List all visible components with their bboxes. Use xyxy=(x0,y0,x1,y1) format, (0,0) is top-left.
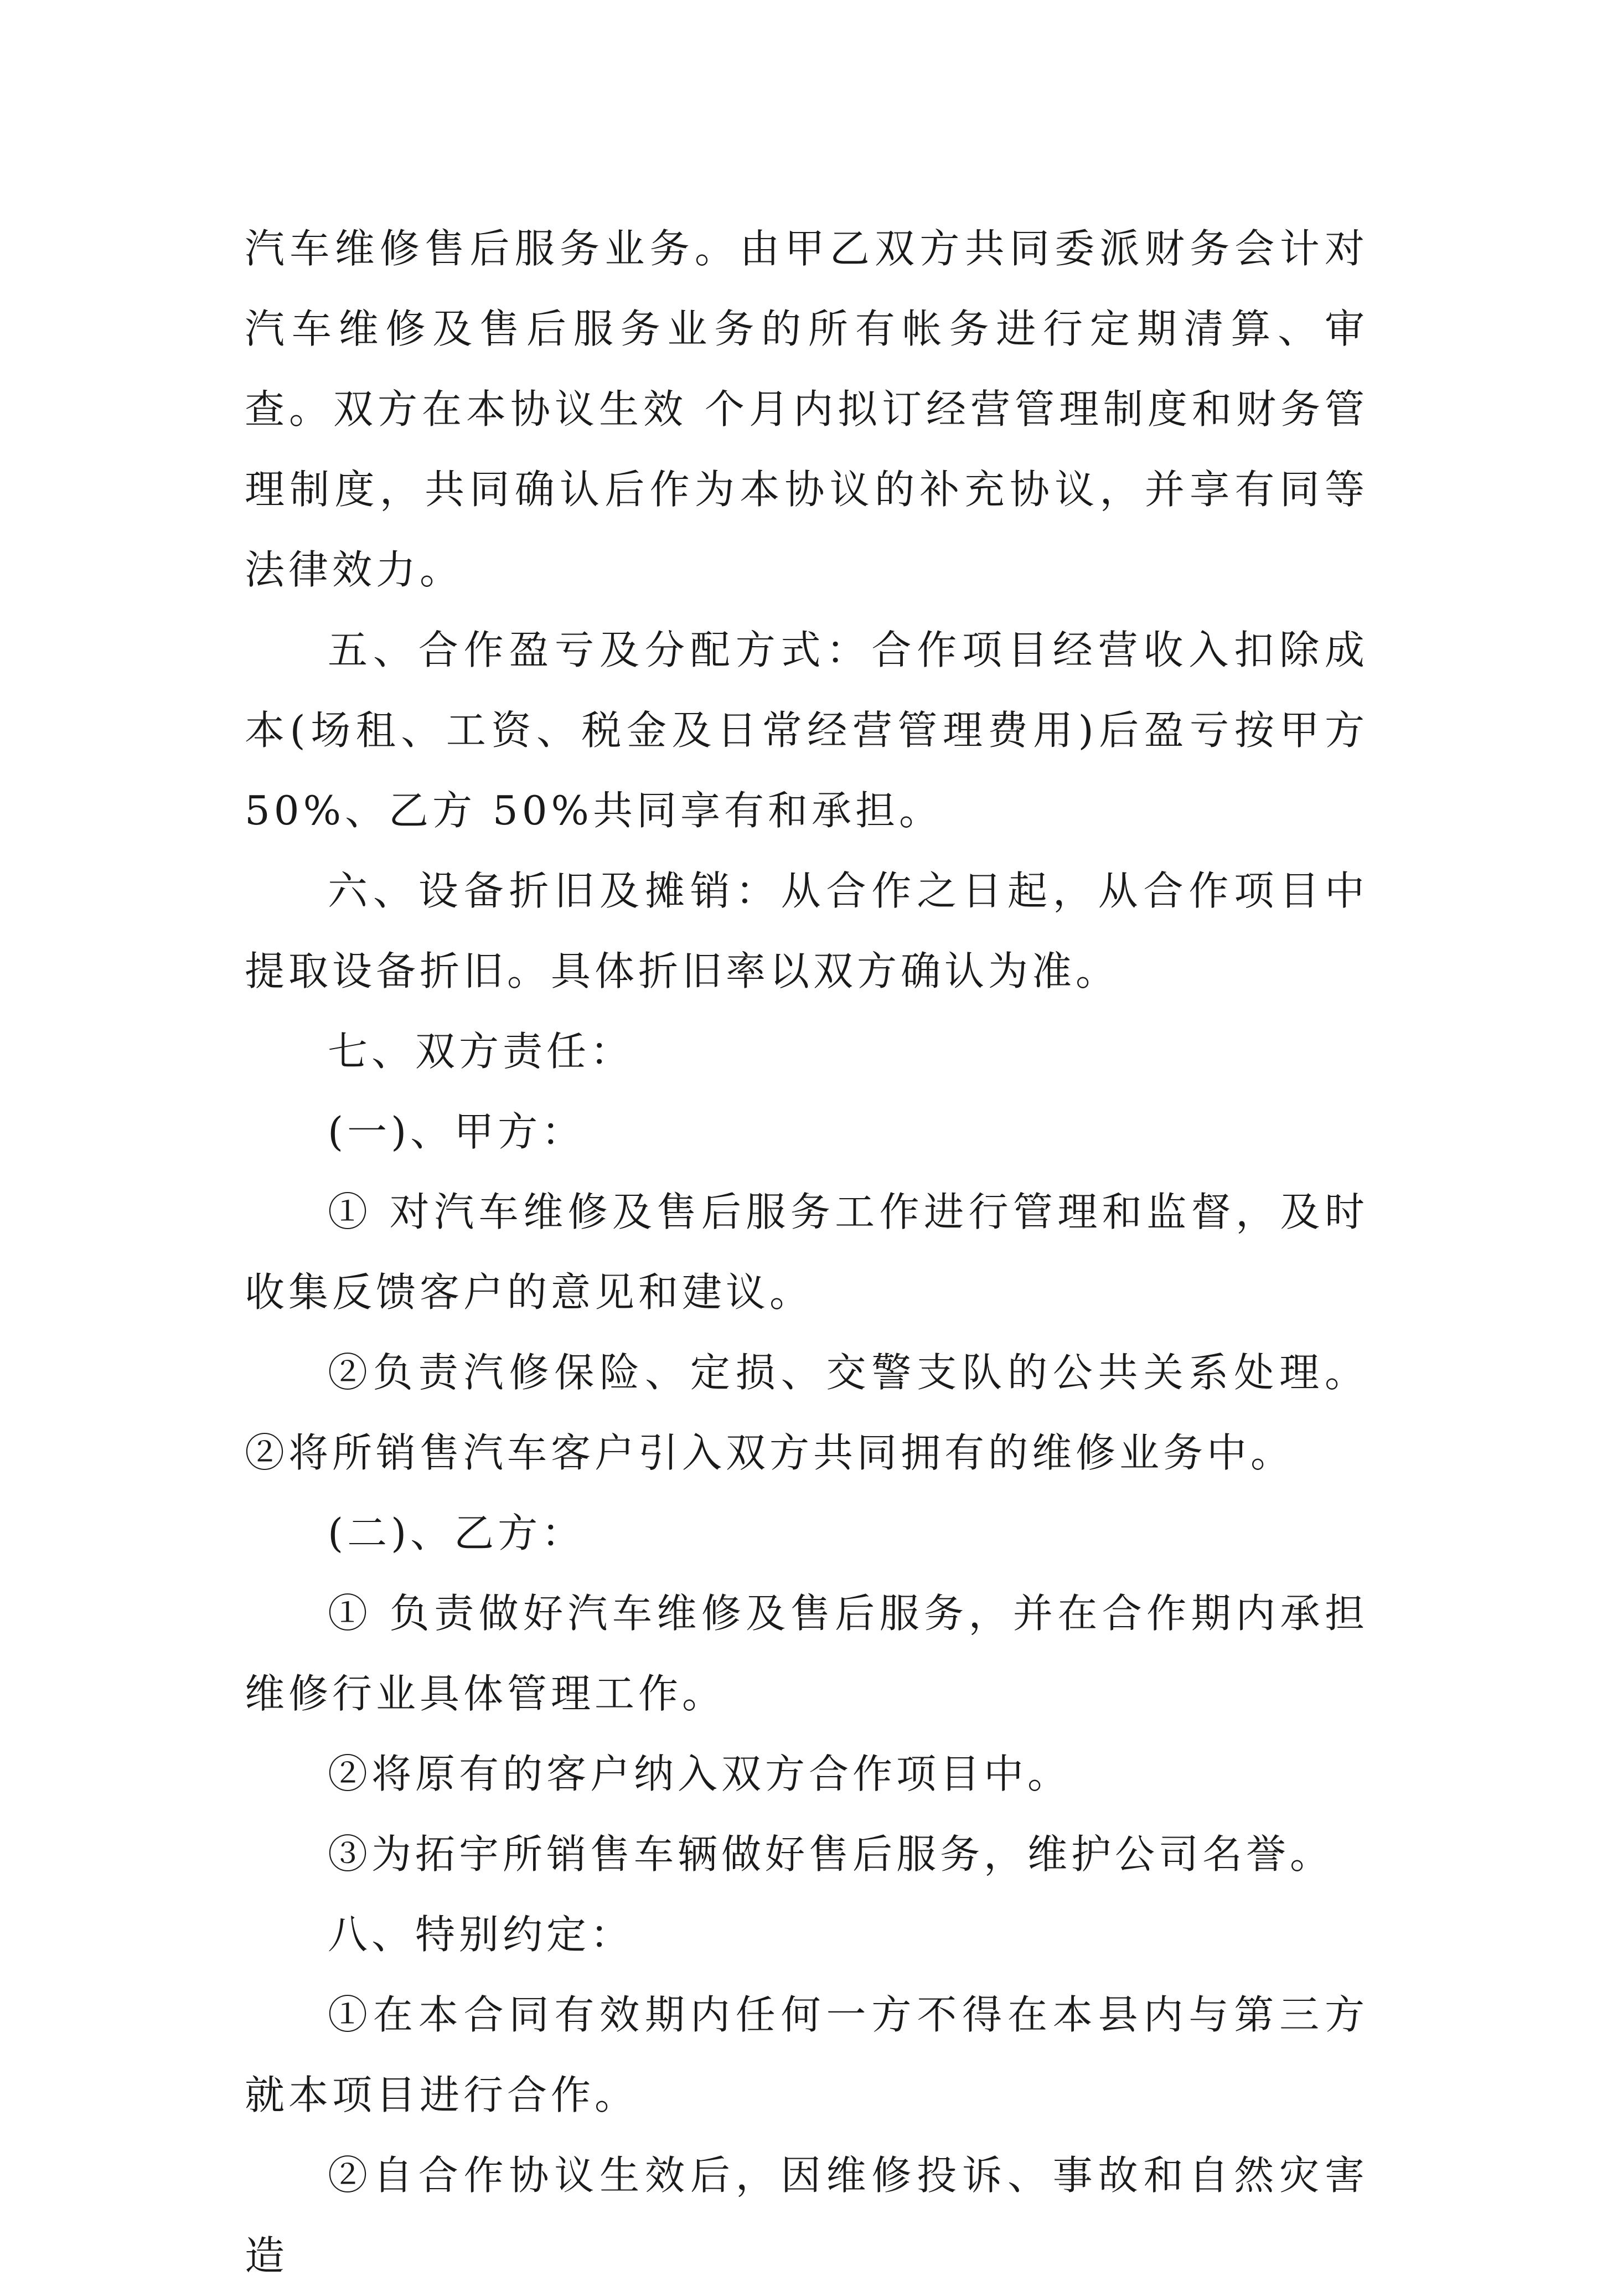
party-b-item-1: ① 负责做好汽车维修及售后服务，并在合作期内承担维修行业具体管理工作。 xyxy=(245,1590,1368,1717)
paragraph-profit-distribution: 五、合作盈亏及分配方式：合作项目经营收入扣除成本(场租、工资、税金及日常经营管理费用)后盈亏按甲方 50%、乙方 50%共同享有和承担。 xyxy=(245,627,1368,834)
paragraph-depreciation: 六、设备折旧及摊销：从合作之日起，从合作项目中提取设备折旧。具体折旧率以双方确认为准。 xyxy=(245,868,1368,994)
special-term-item-1: ①在本合同有效期内任何一方不得在本县内与第三方就本项目进行合作。 xyxy=(245,1991,1368,2118)
special-term-item-2: ②自合作协议生效后，因维修投诉、事故和自然灾害造 xyxy=(245,2152,1368,2279)
party-b-item-3: ③为拓宇所销售车辆做好售后服务，维护公司名誉。 xyxy=(328,1831,1334,1877)
paragraph-finance-management: 汽车维修售后服务业务。由甲乙双方共同委派财务会计对汽车维修及售后服务业务的所有帐务进行定期清算、审查。双方在本协议生效 个月内拟订经营管理制度和财务管理制度，共同确认后作为本协议的补充协议，并享有同等法律效力。 xyxy=(245,225,1368,593)
heading-responsibilities: 七、双方责任： xyxy=(328,1028,634,1075)
document-body xyxy=(245,209,1368,2296)
party-a-item-1: ① 对汽车维修及售后服务工作进行管理和监督，及时收集反馈客户的意见和建议。 xyxy=(245,1189,1368,1315)
heading-party-a: (一)、甲方： xyxy=(328,1108,586,1155)
party-b-item-2: ②将原有的客户纳入双方合作项目中。 xyxy=(328,1751,1072,1797)
party-a-item-2: ②负责汽修保险、定损、交警支队的公共关系处理。 ②将所销售汽车客户引入双方共同拥有的维修业务中。 xyxy=(245,1349,1368,1476)
heading-special-terms: 八、特别约定： xyxy=(328,1911,634,1958)
heading-party-b: (二)、乙方： xyxy=(328,1510,586,1556)
